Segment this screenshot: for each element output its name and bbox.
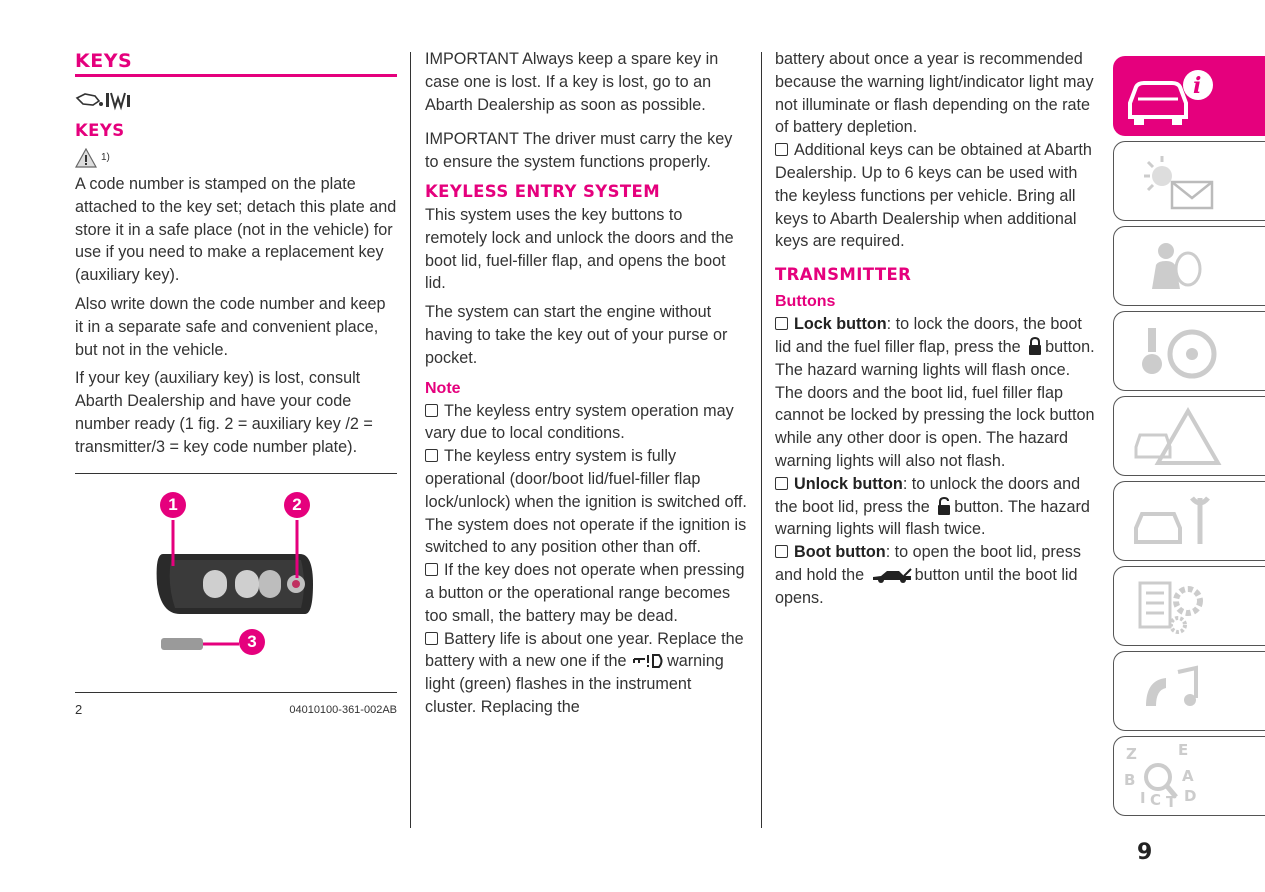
note-item bbox=[775, 139, 1097, 253]
emergency-triangle-icon bbox=[1122, 403, 1232, 469]
svg-text:E: E bbox=[1178, 743, 1189, 759]
note-text: The keyless entry system operation may vary due to local conditions. bbox=[425, 401, 734, 443]
checkbox-bullet-icon bbox=[775, 317, 788, 330]
callout-2: 2 bbox=[284, 492, 310, 518]
paragraph: The system can start the engine without having to take the key out of your purse or pocket. bbox=[425, 303, 728, 367]
car-boot-icon bbox=[871, 567, 913, 583]
page-number: 9 bbox=[1137, 840, 1153, 865]
keys-symbol-row bbox=[75, 85, 397, 115]
note-text: Battery life is about one year. Replace the battery with a new one if the bbox=[425, 629, 744, 671]
paragraph: battery about once a year is recommended because the warning light/indicator light may not illuminate or flash depending on the rate of battery depletion. bbox=[775, 50, 1094, 137]
figure-caption bbox=[75, 692, 397, 722]
tab-car-info[interactable] bbox=[1113, 56, 1265, 136]
light-signal-icon bbox=[1122, 148, 1232, 214]
unlock-icon bbox=[936, 497, 952, 515]
note-heading: Note bbox=[425, 379, 461, 397]
item-text: : to lock the doors, the boot lid and the fuel filler flap, press the bbox=[775, 315, 1082, 356]
paragraph: This system uses the key buttons to remotely lock and unlock the doors and the boot lid, fuel-filler flap, and opens the boot lid. bbox=[425, 205, 734, 293]
checkbox-bullet-icon bbox=[775, 143, 788, 156]
index-icon bbox=[1122, 743, 1232, 809]
steering-key-icon bbox=[1122, 318, 1232, 384]
key-pictogram-icon bbox=[75, 89, 133, 111]
svg-text:Z: Z bbox=[1126, 745, 1137, 763]
section-heading: KEYLESS ENTRY SYSTEM bbox=[425, 181, 661, 201]
section-title: KEYS bbox=[75, 48, 397, 77]
svg-text:i: i bbox=[1193, 73, 1202, 99]
tab-multimedia[interactable] bbox=[1113, 651, 1265, 731]
column-divider bbox=[410, 52, 411, 828]
column-1 bbox=[75, 48, 397, 721]
note-text: The keyless entry system is fully operational (door/boot lid/fuel-filler flap lock/unlock) when the ignition is switched off. The system does not operate if the ignition is switched to any position other than off. bbox=[425, 447, 747, 557]
section-heading: TRANSMITTER bbox=[775, 265, 912, 285]
boot-button-item bbox=[775, 541, 1097, 609]
checkbox-bullet-icon bbox=[425, 404, 438, 417]
checkbox-bullet-icon bbox=[425, 632, 438, 645]
note-item bbox=[425, 628, 747, 719]
figure-code: 04010100-361-002AB bbox=[289, 703, 397, 716]
warning-triangle-icon bbox=[75, 148, 97, 168]
note-text: Additional keys can be obtained at Abarth Dealership. Up to 6 keys can be used with the keyless functions per vehicle. Bring all keys to Abarth Dealership when additional keys are required. bbox=[775, 141, 1092, 251]
item-text: : to unlock the doors and the boot lid, press the bbox=[775, 474, 1081, 516]
item-text: button. The hazard warning lights will flash once. The doors and the boot lid, fuel filler flap cannot be locked by pressing the lock button while any other door is open. The hazard warning lights will also not flash. bbox=[775, 337, 1095, 470]
boot-button-label: Boot button bbox=[794, 543, 886, 562]
svg-text:C: C bbox=[1150, 791, 1162, 809]
item-text: button. The hazard warning lights will flash twice. bbox=[775, 497, 1090, 539]
callout-3: 3 bbox=[239, 629, 265, 655]
checkbox-bullet-icon bbox=[775, 545, 788, 558]
tab-maintenance[interactable] bbox=[1113, 481, 1265, 561]
tab-lights-signals[interactable] bbox=[1113, 141, 1265, 221]
note-text: If the key does not operate when pressing a button or the operational range becomes too small, the battery may be dead. bbox=[425, 561, 745, 625]
tab-emergency[interactable] bbox=[1113, 396, 1265, 476]
technical-data-icon bbox=[1122, 573, 1232, 639]
item-text: button until the boot lid opens. bbox=[775, 565, 1078, 607]
tab-index[interactable] bbox=[1113, 736, 1265, 816]
lock-button-item bbox=[775, 313, 1097, 473]
figure-number: 2 bbox=[75, 701, 83, 717]
lock-button-label: Lock button bbox=[794, 315, 887, 334]
paragraph: A code number is stamped on the plate attached to the key set; detach this plate and store it in a safe place (not in the vehicle) for use if you need to make a replacement key (auxiliary key). bbox=[75, 175, 397, 285]
important-note: IMPORTANT The driver must carry the key to ensure the system functions properly. bbox=[425, 130, 733, 172]
sub-heading: KEYS bbox=[75, 121, 125, 140]
svg-text:T: T bbox=[1166, 793, 1177, 809]
paragraph: If your key (auxiliary key) is lost, consult Abarth Dealership and have your code number ready (1 fig. 2 = auxiliary key /2 = transmitter/3 = key code number plate). bbox=[75, 369, 373, 456]
svg-text:D: D bbox=[1184, 787, 1197, 805]
note-item bbox=[425, 445, 747, 559]
important-note: IMPORTANT Always keep a spare key in case one is lost. If a key is lost, go to an Abarth Dealership as soon as possible. bbox=[425, 50, 719, 114]
lock-icon bbox=[1027, 337, 1043, 355]
tab-technical-data[interactable] bbox=[1113, 566, 1265, 646]
car-maintenance-icon bbox=[1122, 488, 1232, 554]
note-text: warning light (green) flashes in the instrument cluster. Replacing the bbox=[425, 652, 724, 716]
checkbox-bullet-icon bbox=[425, 563, 438, 576]
item-text: : to open the boot lid, press and hold the bbox=[775, 543, 1081, 584]
multimedia-icon bbox=[1122, 658, 1232, 724]
tab-safety[interactable] bbox=[1113, 226, 1265, 306]
unlock-button-item bbox=[775, 473, 1097, 541]
note-item bbox=[425, 559, 747, 627]
key-illustration bbox=[75, 474, 397, 692]
svg-text:B: B bbox=[1124, 771, 1136, 789]
tab-starting-driving[interactable] bbox=[1113, 311, 1265, 391]
warning-ref-number: 1) bbox=[101, 151, 110, 163]
key-battery-warning-icon bbox=[633, 653, 665, 669]
callout-1: 1 bbox=[160, 492, 186, 518]
column-2 bbox=[425, 48, 747, 719]
car-info-icon bbox=[1122, 63, 1232, 129]
column-3 bbox=[775, 48, 1097, 610]
sub-heading: Buttons bbox=[775, 293, 836, 311]
safety-airbag-icon bbox=[1122, 233, 1232, 299]
checkbox-bullet-icon bbox=[775, 477, 788, 490]
note-item bbox=[425, 400, 747, 446]
key-figure bbox=[75, 473, 397, 692]
warning-ref bbox=[75, 143, 397, 173]
checkbox-bullet-icon bbox=[425, 449, 438, 462]
unlock-button-label: Unlock button bbox=[794, 474, 903, 493]
paragraph: Also write down the code number and keep it in a separate safe and convenient place, but not in the vehicle. bbox=[75, 294, 386, 359]
column-divider bbox=[761, 52, 762, 828]
svg-text:A: A bbox=[1182, 767, 1194, 785]
svg-text:I: I bbox=[1140, 789, 1146, 807]
